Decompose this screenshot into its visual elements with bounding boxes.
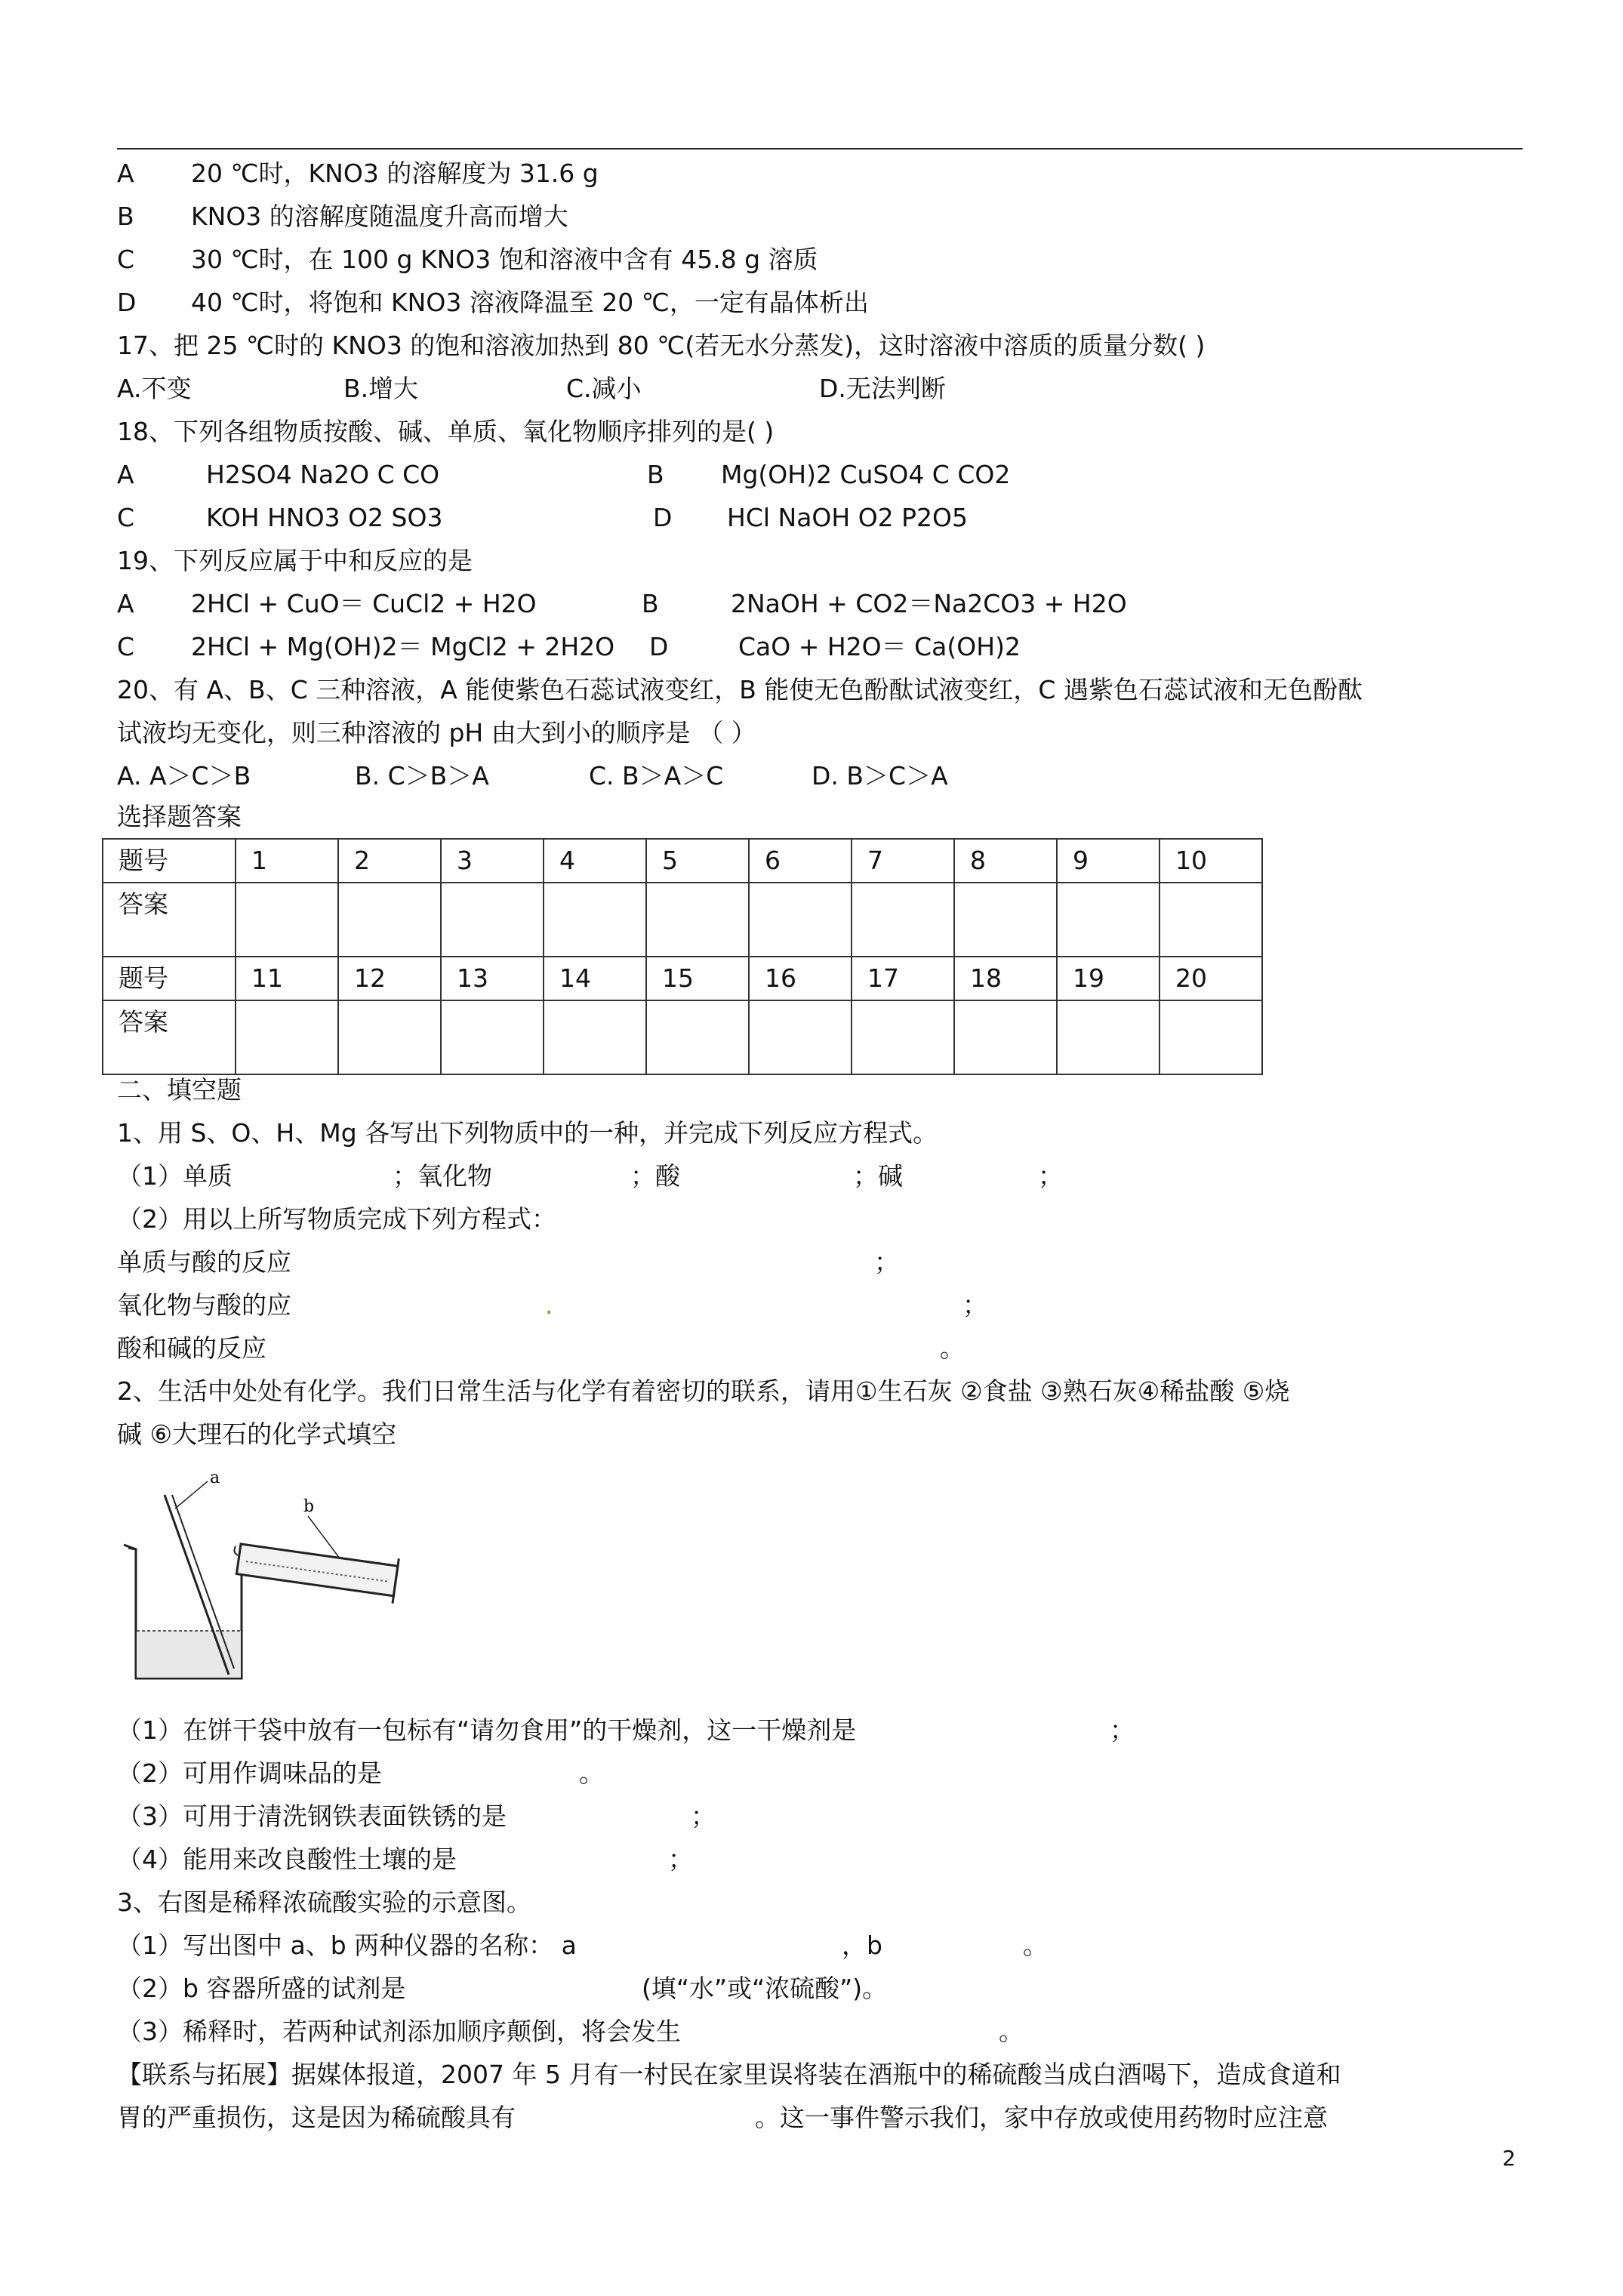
table-cell-number: 5 (646, 839, 749, 883)
table-cell-number: 9 (1057, 839, 1160, 883)
label-a: a (210, 1469, 220, 1487)
q20-option-c: C. B＞A＞C (589, 761, 724, 791)
answer-cell[interactable] (1160, 1000, 1262, 1074)
q19-stem: 19、下列反应属于中和反应的是 (117, 546, 473, 575)
answer-table (102, 838, 1263, 1075)
q20-option-d: D. B＞C＞A (812, 761, 948, 791)
fill-q3-stem: 3、右图是稀释浓硫酸实验的示意图。 (117, 1888, 531, 1917)
answer-cell[interactable] (646, 883, 749, 957)
table-cell-label: 答案 (103, 883, 236, 957)
table-cell-number: 14 (544, 957, 646, 1000)
answer-table-answer-row-2 (103, 1000, 1262, 1074)
table-cell-label: 题号 (103, 839, 236, 883)
table-cell-label: 答案 (103, 1000, 236, 1074)
table-cell-label: 题号 (103, 957, 236, 1000)
answer-cell[interactable] (441, 1000, 544, 1074)
answer-cell[interactable] (852, 883, 954, 957)
label-b-leader (308, 1516, 340, 1558)
q17-option-d: D.无法判断 (819, 374, 946, 403)
acid-dilution-figure (113, 1465, 415, 1691)
fill-q2-stem-line2: 碱 ⑥大理石的化学式填空 (117, 1419, 397, 1449)
table-cell-number: 6 (749, 839, 852, 883)
q17-stem: 17、把 25 ℃时的 KNO3 的饱和溶液加热到 80 ℃(若无水分蒸发)，这时溶液中溶质的质量分数( ) (117, 331, 1206, 360)
answer-cell[interactable] (1160, 883, 1262, 957)
answer-cell[interactable] (236, 883, 338, 957)
answer-cell[interactable] (749, 1000, 852, 1074)
answer-table-number-row-2 (103, 957, 1262, 1000)
table-cell-number: 16 (749, 957, 852, 1000)
answer-cell[interactable] (544, 1000, 646, 1074)
answer-table-answer-row-1 (103, 883, 1262, 957)
header-rule (117, 148, 1523, 149)
beaker-liquid (137, 1631, 241, 1678)
table-cell-number: 1 (236, 839, 338, 883)
answer-cell[interactable] (338, 1000, 441, 1074)
answer-cell[interactable] (646, 1000, 749, 1074)
fill-q2-stem-line1: 2、生活中处处有化学。我们日常生活与化学有着密切的联系，请用①生石灰 ②食盐 ③熟石灰④稀盐酸 ⑤烧 (117, 1376, 1290, 1406)
cylinder-body (236, 1544, 398, 1596)
document-page: A 20 ℃时，KNO3 的溶解度为 31.6 g B KNO3 的溶解度随温度升高而增大 C 30 ℃时，在 100 g KNO3 饱和溶液中含有 45.8 g 溶质 D 40 ℃时，将饱和 KNO3 溶液降温至 20 ℃，一定有晶体析出 17、把 25 ℃时的 KNO3 的饱和溶液加热到 80 ℃(若无水分蒸发)，这时溶液中溶质的质量分数( ) A.不变 B.增大 C.减小 D.无法判断 18、下列各组物质按酸、碱、单质、氧化物顺序排列的是( ) A H2SO4 Na2O C CO B Mg(OH)2 CuSO4 C CO2 C KOH HNO3 O2 SO3 D HCl NaOH O2 P2O5 19、下列反应属于中和反应的是 A 2HCl + CuO＝ CuCl2 + H2O B 2NaOH + CO2＝Na2CO3 + H2O C 2HCl + Mg(OH)2＝ MgCl2 + 2H2O D CaO + H2O＝ Ca(OH)2 20、有 A、B、C 三种溶液，A 能使紫色石蕊试液变红，B 能使无色酚酞试液变红，C 遇紫色石蕊试液和无色酚酞 试液均无变化，则三种溶液的 pH 由大到小的顺序是 （ ） A. A＞C＞B B. C＞B＞A C. B＞A＞C D. B＞C＞A 选择题答案 题号 1 2 3 4 5 6 7 8 9 10 答案 题号 11 12 13 14 15 16 17 18 19 20 答案 二、填空题 1、用 S、O、H、Mg 各写出下列物质中的一种，并完成下列反应方程式。 （1）单质 ；氧化物 ；酸 ；碱 ； （2）用以上所写物质完成下列方程式： 单质与酸的反应 ； 氧化物与酸的应 . ； 酸和碱的反应 。 2、生活中处处有化学。我们日常生活与化学有着密切的联系，请用①生石灰 ②食盐 ③熟石灰④稀盐酸 ⑤烧 碱 ⑥大理石的化学式填空 a b （1）在饼干袋中放有一包标有“请勿食用”的干燥剂，这一干燥剂是 ； （2）可用作调味品的是 。 （3）可用于清洗钢铁表面铁锈的是 ； （4）能用来改良酸性土壤的是 ； 3、右图是稀释浓硫酸实验的示意图。 （1）写出图中 a、b 两种仪器的名称： a ，b 。 （2）b 容器所盛的试剂是 (填“水”或“浓硫酸”)。 （3）稀释时，若两种试剂添加顺序颠倒，将会发生 。 【联系与拓展】据媒体报道，2007 年 5 月有一村民在家里误将装在酒瓶中的稀硫酸当成白酒喝下，造成食道和 胃的严重损伤，这是因为稀硫酸具有 。这一事件警示我们，家中存放或使用药物时应注意 2 (0, 0, 1623, 2296)
label-b: b (303, 1497, 315, 1516)
page-number: 2 (1502, 2146, 1516, 2171)
answer-cell[interactable] (236, 1000, 338, 1074)
fill-q1-part2: （2）用以上所写物质完成下列方程式： (117, 1204, 556, 1234)
q18-stem: 18、下列各组物质按酸、碱、单质、氧化物顺序排列的是( ) (117, 417, 775, 446)
answer-table-title: 选择题答案 (117, 802, 242, 831)
table-cell-number: 17 (852, 957, 954, 1000)
q17-option-a: A.不变 (117, 374, 192, 403)
measuring-cylinder (236, 1536, 399, 1604)
label-a-leader (175, 1481, 208, 1509)
table-cell-number: 8 (954, 839, 1057, 883)
answer-cell[interactable] (954, 883, 1057, 957)
section2-title: 二、填空题 (117, 1075, 242, 1105)
answer-cell[interactable] (338, 883, 441, 957)
q20-option-a: A. A＞C＞B (117, 761, 251, 791)
table-cell-number: 11 (236, 957, 338, 1000)
table-cell-number: 3 (441, 839, 544, 883)
q20-option-b: B. C＞B＞A (355, 761, 489, 791)
fill-q1-stem: 1、用 S、O、H、Mg 各写出下列物质中的一种，并完成下列反应方程式。 (117, 1118, 938, 1148)
table-cell-number: 2 (338, 839, 441, 883)
cylinder-lip (235, 1546, 238, 1555)
q17-option-c: C.减小 (566, 374, 642, 403)
table-cell-number: 13 (441, 957, 544, 1000)
q20-stem-line2: 试液均无变化，则三种溶液的 pH 由大到小的顺序是 （ ） (117, 718, 756, 747)
q17-option-b: B.增大 (343, 374, 419, 403)
extension-line1: 【联系与拓展】据媒体报道，2007 年 5 月有一村民在家里误将装在酒瓶中的稀硫酸当成白酒喝下，造成食道和 (117, 2060, 1341, 2089)
answer-cell[interactable] (749, 883, 852, 957)
table-cell-number: 7 (852, 839, 954, 883)
answer-cell[interactable] (1057, 1000, 1160, 1074)
answer-cell[interactable] (441, 883, 544, 957)
table-cell-number: 10 (1160, 839, 1262, 883)
answer-table-number-row-1 (103, 839, 1262, 883)
q20-stem-line1: 20、有 A、B、C 三种溶液，A 能使紫色石蕊试液变红，B 能使无色酚酞试液变红，C 遇紫色石蕊试液和无色酚酞 (117, 675, 1363, 704)
table-cell-number: 4 (544, 839, 646, 883)
answer-cell[interactable] (852, 1000, 954, 1074)
table-cell-number: 19 (1057, 957, 1160, 1000)
answer-cell[interactable] (1057, 883, 1160, 957)
table-cell-number: 20 (1160, 957, 1262, 1000)
table-cell-number: 15 (646, 957, 749, 1000)
table-cell-number: 18 (954, 957, 1057, 1000)
answer-cell[interactable] (954, 1000, 1057, 1074)
table-cell-number: 12 (338, 957, 441, 1000)
answer-cell[interactable] (544, 883, 646, 957)
